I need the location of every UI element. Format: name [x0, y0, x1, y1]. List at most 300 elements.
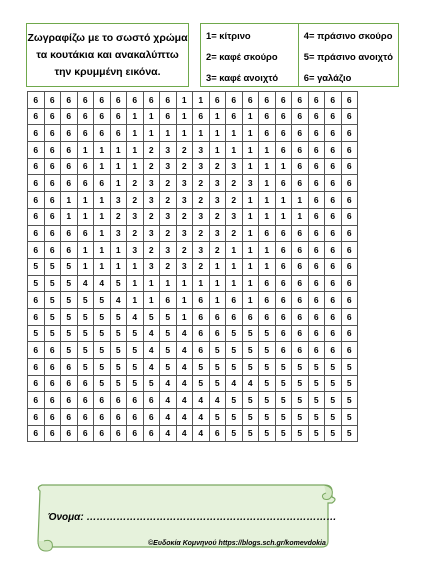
- grid-cell: 5: [341, 409, 358, 426]
- grid-cell: 4: [176, 409, 193, 426]
- legend-item: 1= κίτρινο: [206, 30, 251, 41]
- grid-cell: 1: [242, 158, 259, 175]
- grid-cell: 2: [193, 192, 210, 209]
- grid-cell: 6: [61, 359, 78, 376]
- grid-cell: 6: [226, 108, 243, 125]
- grid-row: [28, 275, 358, 292]
- grid-cell: 5: [28, 258, 45, 275]
- grid-cell: 5: [77, 342, 94, 359]
- grid-row: [28, 425, 358, 442]
- grid-cell: 6: [28, 158, 45, 175]
- grid-cell: 6: [275, 92, 292, 109]
- grid-cell: 6: [341, 242, 358, 259]
- grid-cell: 5: [143, 308, 160, 325]
- grid-cell: 6: [209, 92, 226, 109]
- grid-row: [28, 375, 358, 392]
- grid-cell: 1: [226, 275, 243, 292]
- grid-cell: 1: [242, 258, 259, 275]
- grid-cell: 3: [176, 175, 193, 192]
- grid-cell: 6: [325, 175, 342, 192]
- grid-cell: 6: [325, 158, 342, 175]
- grid-cell: 6: [28, 392, 45, 409]
- grid-cell: 1: [61, 192, 78, 209]
- grid-cell: 5: [44, 308, 61, 325]
- grid-cell: 4: [143, 359, 160, 376]
- grid-cell: 6: [259, 308, 276, 325]
- grid-cell: 6: [341, 308, 358, 325]
- grid-cell: 6: [44, 208, 61, 225]
- grid-cell: 1: [242, 242, 259, 259]
- grid-cell: 5: [127, 375, 144, 392]
- grid-cell: 5: [275, 375, 292, 392]
- grid-cell: 5: [28, 275, 45, 292]
- grid-cell: 1: [242, 292, 259, 309]
- grid-cell: 5: [77, 308, 94, 325]
- grid-cell: 6: [44, 125, 61, 142]
- grid-cell: 4: [77, 275, 94, 292]
- grid-cell: 1: [209, 142, 226, 159]
- grid-cell: 3: [226, 208, 243, 225]
- grid-cell: 6: [160, 92, 177, 109]
- grid-cell: 5: [28, 325, 45, 342]
- grid-cell: 6: [61, 142, 78, 159]
- grid-cell: 5: [110, 275, 127, 292]
- grid-row: [28, 142, 358, 159]
- grid-cell: 6: [341, 175, 358, 192]
- grid-cell: 5: [44, 292, 61, 309]
- grid-cell: 6: [61, 225, 78, 242]
- grid-cell: 6: [77, 92, 94, 109]
- legend-left-column: [201, 24, 298, 86]
- legend-right-column: [298, 24, 398, 86]
- grid-cell: 6: [292, 175, 309, 192]
- grid-cell: 6: [292, 142, 309, 159]
- grid-cell: 1: [193, 92, 210, 109]
- grid-cell: 1: [275, 208, 292, 225]
- grid-cell: 1: [94, 258, 111, 275]
- grid-cell: 6: [259, 275, 276, 292]
- grid-cell: 6: [44, 142, 61, 159]
- grid-row: [28, 225, 358, 242]
- grid-cell: 2: [209, 208, 226, 225]
- grid-cell: 6: [28, 308, 45, 325]
- grid-cell: 4: [176, 342, 193, 359]
- grid-cell: 5: [61, 342, 78, 359]
- grid-cell: 3: [209, 175, 226, 192]
- grid-cell: 5: [209, 375, 226, 392]
- grid-cell: 5: [341, 425, 358, 442]
- grid-cell: 5: [110, 308, 127, 325]
- grid-cell: 1: [94, 158, 111, 175]
- grid-cell: 1: [259, 158, 276, 175]
- grid-cell: 1: [176, 292, 193, 309]
- grid-cell: 1: [259, 258, 276, 275]
- grid-cell: 1: [242, 108, 259, 125]
- grid-cell: 6: [308, 92, 325, 109]
- grid-cell: 4: [110, 292, 127, 309]
- grid-cell: 5: [209, 342, 226, 359]
- grid-cell: 1: [61, 208, 78, 225]
- grid-cell: 6: [341, 125, 358, 142]
- grid-cell: 5: [242, 392, 259, 409]
- grid-row: [28, 208, 358, 225]
- grid-cell: 5: [292, 375, 309, 392]
- grid-cell: 5: [127, 342, 144, 359]
- grid-cell: 6: [308, 308, 325, 325]
- grid-cell: 6: [259, 292, 276, 309]
- grid-row: [28, 392, 358, 409]
- grid-cell: 6: [61, 392, 78, 409]
- grid-cell: 1: [176, 275, 193, 292]
- grid-cell: 1: [292, 192, 309, 209]
- grid-cell: 1: [226, 258, 243, 275]
- grid-row: [28, 342, 358, 359]
- grid-cell: 1: [242, 208, 259, 225]
- grid-cell: 6: [292, 242, 309, 259]
- grid-cell: 3: [110, 225, 127, 242]
- grid-cell: 6: [77, 392, 94, 409]
- grid-cell: 6: [325, 108, 342, 125]
- grid-cell: 1: [77, 258, 94, 275]
- grid-cell: 2: [143, 142, 160, 159]
- grid-cell: 6: [325, 342, 342, 359]
- grid-cell: 6: [110, 92, 127, 109]
- grid-cell: 6: [77, 375, 94, 392]
- grid-cell: 6: [143, 92, 160, 109]
- grid-cell: 5: [226, 392, 243, 409]
- grid-cell: 6: [28, 409, 45, 426]
- grid-cell: 6: [94, 409, 111, 426]
- grid-cell: 6: [275, 175, 292, 192]
- grid-cell: 6: [226, 92, 243, 109]
- grid-cell: 4: [127, 308, 144, 325]
- grid-cell: 6: [77, 225, 94, 242]
- grid-cell: 6: [61, 108, 78, 125]
- grid-cell: 2: [193, 175, 210, 192]
- grid-cell: 6: [259, 125, 276, 142]
- legend-item: 3= καφέ ανοιχτό: [206, 72, 279, 83]
- grid-cell: 1: [77, 142, 94, 159]
- legend-item: 4= πράσινο σκούρο: [303, 30, 393, 41]
- grid-cell: 6: [325, 258, 342, 275]
- grid-cell: 5: [160, 359, 177, 376]
- grid-cell: 6: [28, 359, 45, 376]
- grid-cell: 6: [61, 125, 78, 142]
- grid-cell: 3: [176, 225, 193, 242]
- grid-cell: 6: [341, 275, 358, 292]
- grid-cell: 6: [259, 108, 276, 125]
- grid-cell: 5: [127, 359, 144, 376]
- grid-cell: 6: [110, 409, 127, 426]
- grid-cell: 1: [259, 208, 276, 225]
- grid-cell: 6: [259, 92, 276, 109]
- grid-cell: 5: [259, 425, 276, 442]
- grid-cell: 5: [209, 409, 226, 426]
- grid-cell: 6: [44, 425, 61, 442]
- grid-cell: 5: [44, 275, 61, 292]
- grid-cell: 6: [44, 409, 61, 426]
- grid-cell: 6: [308, 242, 325, 259]
- grid-cell: 6: [275, 225, 292, 242]
- grid-cell: 1: [94, 242, 111, 259]
- grid-cell: 4: [176, 359, 193, 376]
- grid-cell: 5: [143, 375, 160, 392]
- grid-cell: 6: [341, 342, 358, 359]
- grid-cell: 6: [44, 242, 61, 259]
- grid-cell: 6: [110, 125, 127, 142]
- grid-cell: 6: [292, 308, 309, 325]
- grid-cell: 6: [275, 108, 292, 125]
- grid-cell: 6: [44, 158, 61, 175]
- grid-cell: 6: [28, 242, 45, 259]
- grid-cell: 6: [308, 175, 325, 192]
- grid-cell: 5: [94, 342, 111, 359]
- grid-cell: 6: [44, 375, 61, 392]
- grid-cell: 6: [292, 158, 309, 175]
- grid-cell: 1: [94, 225, 111, 242]
- grid-cell: 6: [143, 409, 160, 426]
- grid-cell: 6: [341, 192, 358, 209]
- grid-cell: 6: [275, 342, 292, 359]
- grid-cell: 6: [44, 359, 61, 376]
- grid-row: [28, 158, 358, 175]
- grid-cell: 6: [127, 409, 144, 426]
- grid-cell: 6: [28, 292, 45, 309]
- grid-cell: 1: [275, 158, 292, 175]
- grid-cell: 6: [61, 92, 78, 109]
- grid-cell: 5: [110, 375, 127, 392]
- grid-cell: 5: [259, 359, 276, 376]
- grid-cell: 5: [44, 325, 61, 342]
- grid-cell: 5: [341, 375, 358, 392]
- grid-cell: 6: [193, 108, 210, 125]
- copyright-footer: ©Ευδοκία Κομνηνού https://blogs.sch.gr/komevdokia: [148, 540, 326, 547]
- grid-cell: 6: [341, 208, 358, 225]
- grid-cell: 6: [77, 158, 94, 175]
- grid-cell: 5: [94, 325, 111, 342]
- grid-cell: 3: [226, 158, 243, 175]
- grid-cell: 5: [325, 375, 342, 392]
- grid-cell: 1: [110, 158, 127, 175]
- grid-cell: 1: [226, 125, 243, 142]
- grid-cell: 1: [143, 125, 160, 142]
- grid-cell: 1: [143, 292, 160, 309]
- grid-row: [28, 92, 358, 109]
- grid-cell: 2: [127, 225, 144, 242]
- color-legend: [200, 23, 399, 87]
- grid-cell: 6: [308, 258, 325, 275]
- grid-cell: 5: [259, 392, 276, 409]
- grid-cell: 5: [308, 409, 325, 426]
- grid-cell: 6: [292, 92, 309, 109]
- grid-cell: 3: [143, 225, 160, 242]
- grid-cell: 6: [28, 342, 45, 359]
- grid-cell: 1: [110, 258, 127, 275]
- grid-cell: 6: [61, 375, 78, 392]
- grid-cell: 6: [193, 308, 210, 325]
- grid-cell: 1: [176, 92, 193, 109]
- grid-cell: 6: [160, 292, 177, 309]
- grid-cell: 2: [209, 158, 226, 175]
- grid-cell: 1: [209, 108, 226, 125]
- grid-cell: 6: [325, 308, 342, 325]
- grid-cell: 6: [94, 175, 111, 192]
- grid-cell: 6: [209, 308, 226, 325]
- grid-cell: 5: [259, 325, 276, 342]
- grid-cell: 2: [176, 208, 193, 225]
- grid-cell: 1: [127, 292, 144, 309]
- grid-cell: 2: [160, 175, 177, 192]
- grid-cell: 1: [242, 275, 259, 292]
- grid-cell: 3: [160, 142, 177, 159]
- grid-cell: 1: [209, 125, 226, 142]
- grid-cell: 6: [94, 125, 111, 142]
- grid-cell: 6: [325, 225, 342, 242]
- grid-cell: 1: [160, 125, 177, 142]
- grid-cell: 1: [127, 258, 144, 275]
- grid-cell: 3: [160, 158, 177, 175]
- grid-cell: 1: [94, 192, 111, 209]
- grid-cell: 6: [275, 275, 292, 292]
- grid-cell: 5: [193, 359, 210, 376]
- grid-cell: 6: [292, 275, 309, 292]
- grid-cell: 5: [226, 425, 243, 442]
- grid-cell: 1: [143, 108, 160, 125]
- grid-cell: 5: [110, 342, 127, 359]
- grid-cell: 6: [193, 292, 210, 309]
- grid-row: [28, 175, 358, 192]
- grid-cell: 6: [94, 108, 111, 125]
- grid-cell: 1: [110, 142, 127, 159]
- grid-cell: 2: [143, 242, 160, 259]
- grid-cell: 5: [61, 325, 78, 342]
- grid-cell: 5: [275, 409, 292, 426]
- grid-cell: 5: [242, 359, 259, 376]
- grid-cell: 5: [308, 425, 325, 442]
- grid-cell: 3: [143, 258, 160, 275]
- grid-cell: 4: [160, 392, 177, 409]
- grid-cell: 6: [308, 208, 325, 225]
- grid-cell: 6: [77, 125, 94, 142]
- grid-cell: 6: [292, 292, 309, 309]
- grid-cell: 6: [61, 409, 78, 426]
- grid-cell: 2: [127, 175, 144, 192]
- grid-cell: 4: [193, 409, 210, 426]
- grid-cell: 6: [242, 308, 259, 325]
- grid-cell: 6: [275, 325, 292, 342]
- grid-cell: 5: [325, 409, 342, 426]
- grid-cell: 1: [209, 275, 226, 292]
- grid-cell: 6: [127, 392, 144, 409]
- grid-cell: 6: [160, 108, 177, 125]
- grid-cell: 6: [292, 258, 309, 275]
- grid-cell: 1: [209, 258, 226, 275]
- grid-cell: 6: [341, 158, 358, 175]
- grid-cell: 6: [110, 108, 127, 125]
- grid-cell: 6: [341, 142, 358, 159]
- grid-cell: 6: [28, 208, 45, 225]
- grid-cell: 6: [77, 108, 94, 125]
- grid-cell: 6: [325, 325, 342, 342]
- grid-cell: 6: [94, 92, 111, 109]
- grid-cell: 5: [77, 359, 94, 376]
- grid-cell: 5: [275, 359, 292, 376]
- grid-cell: 6: [341, 92, 358, 109]
- grid-cell: 5: [61, 275, 78, 292]
- grid-cell: 2: [193, 225, 210, 242]
- grid-cell: 1: [77, 192, 94, 209]
- grid-cell: 6: [341, 225, 358, 242]
- grid-cell: 1: [259, 242, 276, 259]
- instruction-box: [26, 23, 189, 87]
- grid-cell: 6: [143, 392, 160, 409]
- grid-cell: 5: [110, 325, 127, 342]
- grid-cell: 6: [61, 175, 78, 192]
- grid-cell: 6: [28, 375, 45, 392]
- grid-cell: 5: [94, 292, 111, 309]
- grid-cell: 4: [160, 375, 177, 392]
- grid-cell: 5: [193, 375, 210, 392]
- grid-row: [28, 258, 358, 275]
- grid-cell: 1: [176, 308, 193, 325]
- grid-row: [28, 192, 358, 209]
- grid-cell: 6: [292, 325, 309, 342]
- grid-cell: 1: [193, 275, 210, 292]
- grid-cell: 2: [226, 225, 243, 242]
- grid-cell: 1: [292, 208, 309, 225]
- grid-cell: 6: [226, 292, 243, 309]
- grid-cell: 5: [242, 409, 259, 426]
- grid-cell: 1: [275, 192, 292, 209]
- grid-cell: 6: [28, 108, 45, 125]
- grid-cell: 4: [193, 425, 210, 442]
- grid-cell: 6: [325, 142, 342, 159]
- grid-cell: 6: [325, 92, 342, 109]
- grid-cell: 6: [28, 192, 45, 209]
- grid-cell: 6: [242, 92, 259, 109]
- grid-cell: 4: [176, 392, 193, 409]
- grid-cell: 3: [143, 192, 160, 209]
- grid-cell: 5: [94, 308, 111, 325]
- grid-cell: 6: [44, 392, 61, 409]
- grid-cell: 6: [28, 142, 45, 159]
- grid-cell: 3: [193, 158, 210, 175]
- grid-cell: 2: [226, 175, 243, 192]
- grid-cell: 5: [77, 292, 94, 309]
- grid-cell: 6: [209, 425, 226, 442]
- grid-cell: 6: [143, 425, 160, 442]
- grid-cell: 1: [193, 125, 210, 142]
- grid-cell: 4: [242, 375, 259, 392]
- grid-cell: 1: [176, 108, 193, 125]
- grid-cell: 6: [341, 108, 358, 125]
- grid-cell: 2: [143, 158, 160, 175]
- grid-cell: 6: [28, 175, 45, 192]
- legend-item: 5= πράσινο ανοιχτό: [303, 51, 393, 62]
- grid-cell: 3: [176, 258, 193, 275]
- grid-cell: 3: [209, 225, 226, 242]
- grid-cell: 1: [77, 242, 94, 259]
- grid-cell: 5: [242, 325, 259, 342]
- grid-cell: 1: [127, 108, 144, 125]
- grid-cell: 6: [28, 92, 45, 109]
- grid-cell: 6: [325, 242, 342, 259]
- grid-cell: 3: [127, 208, 144, 225]
- grid-cell: 3: [193, 208, 210, 225]
- grid-cell: 6: [308, 342, 325, 359]
- grid-cell: 1: [160, 275, 177, 292]
- grid-cell: 5: [127, 325, 144, 342]
